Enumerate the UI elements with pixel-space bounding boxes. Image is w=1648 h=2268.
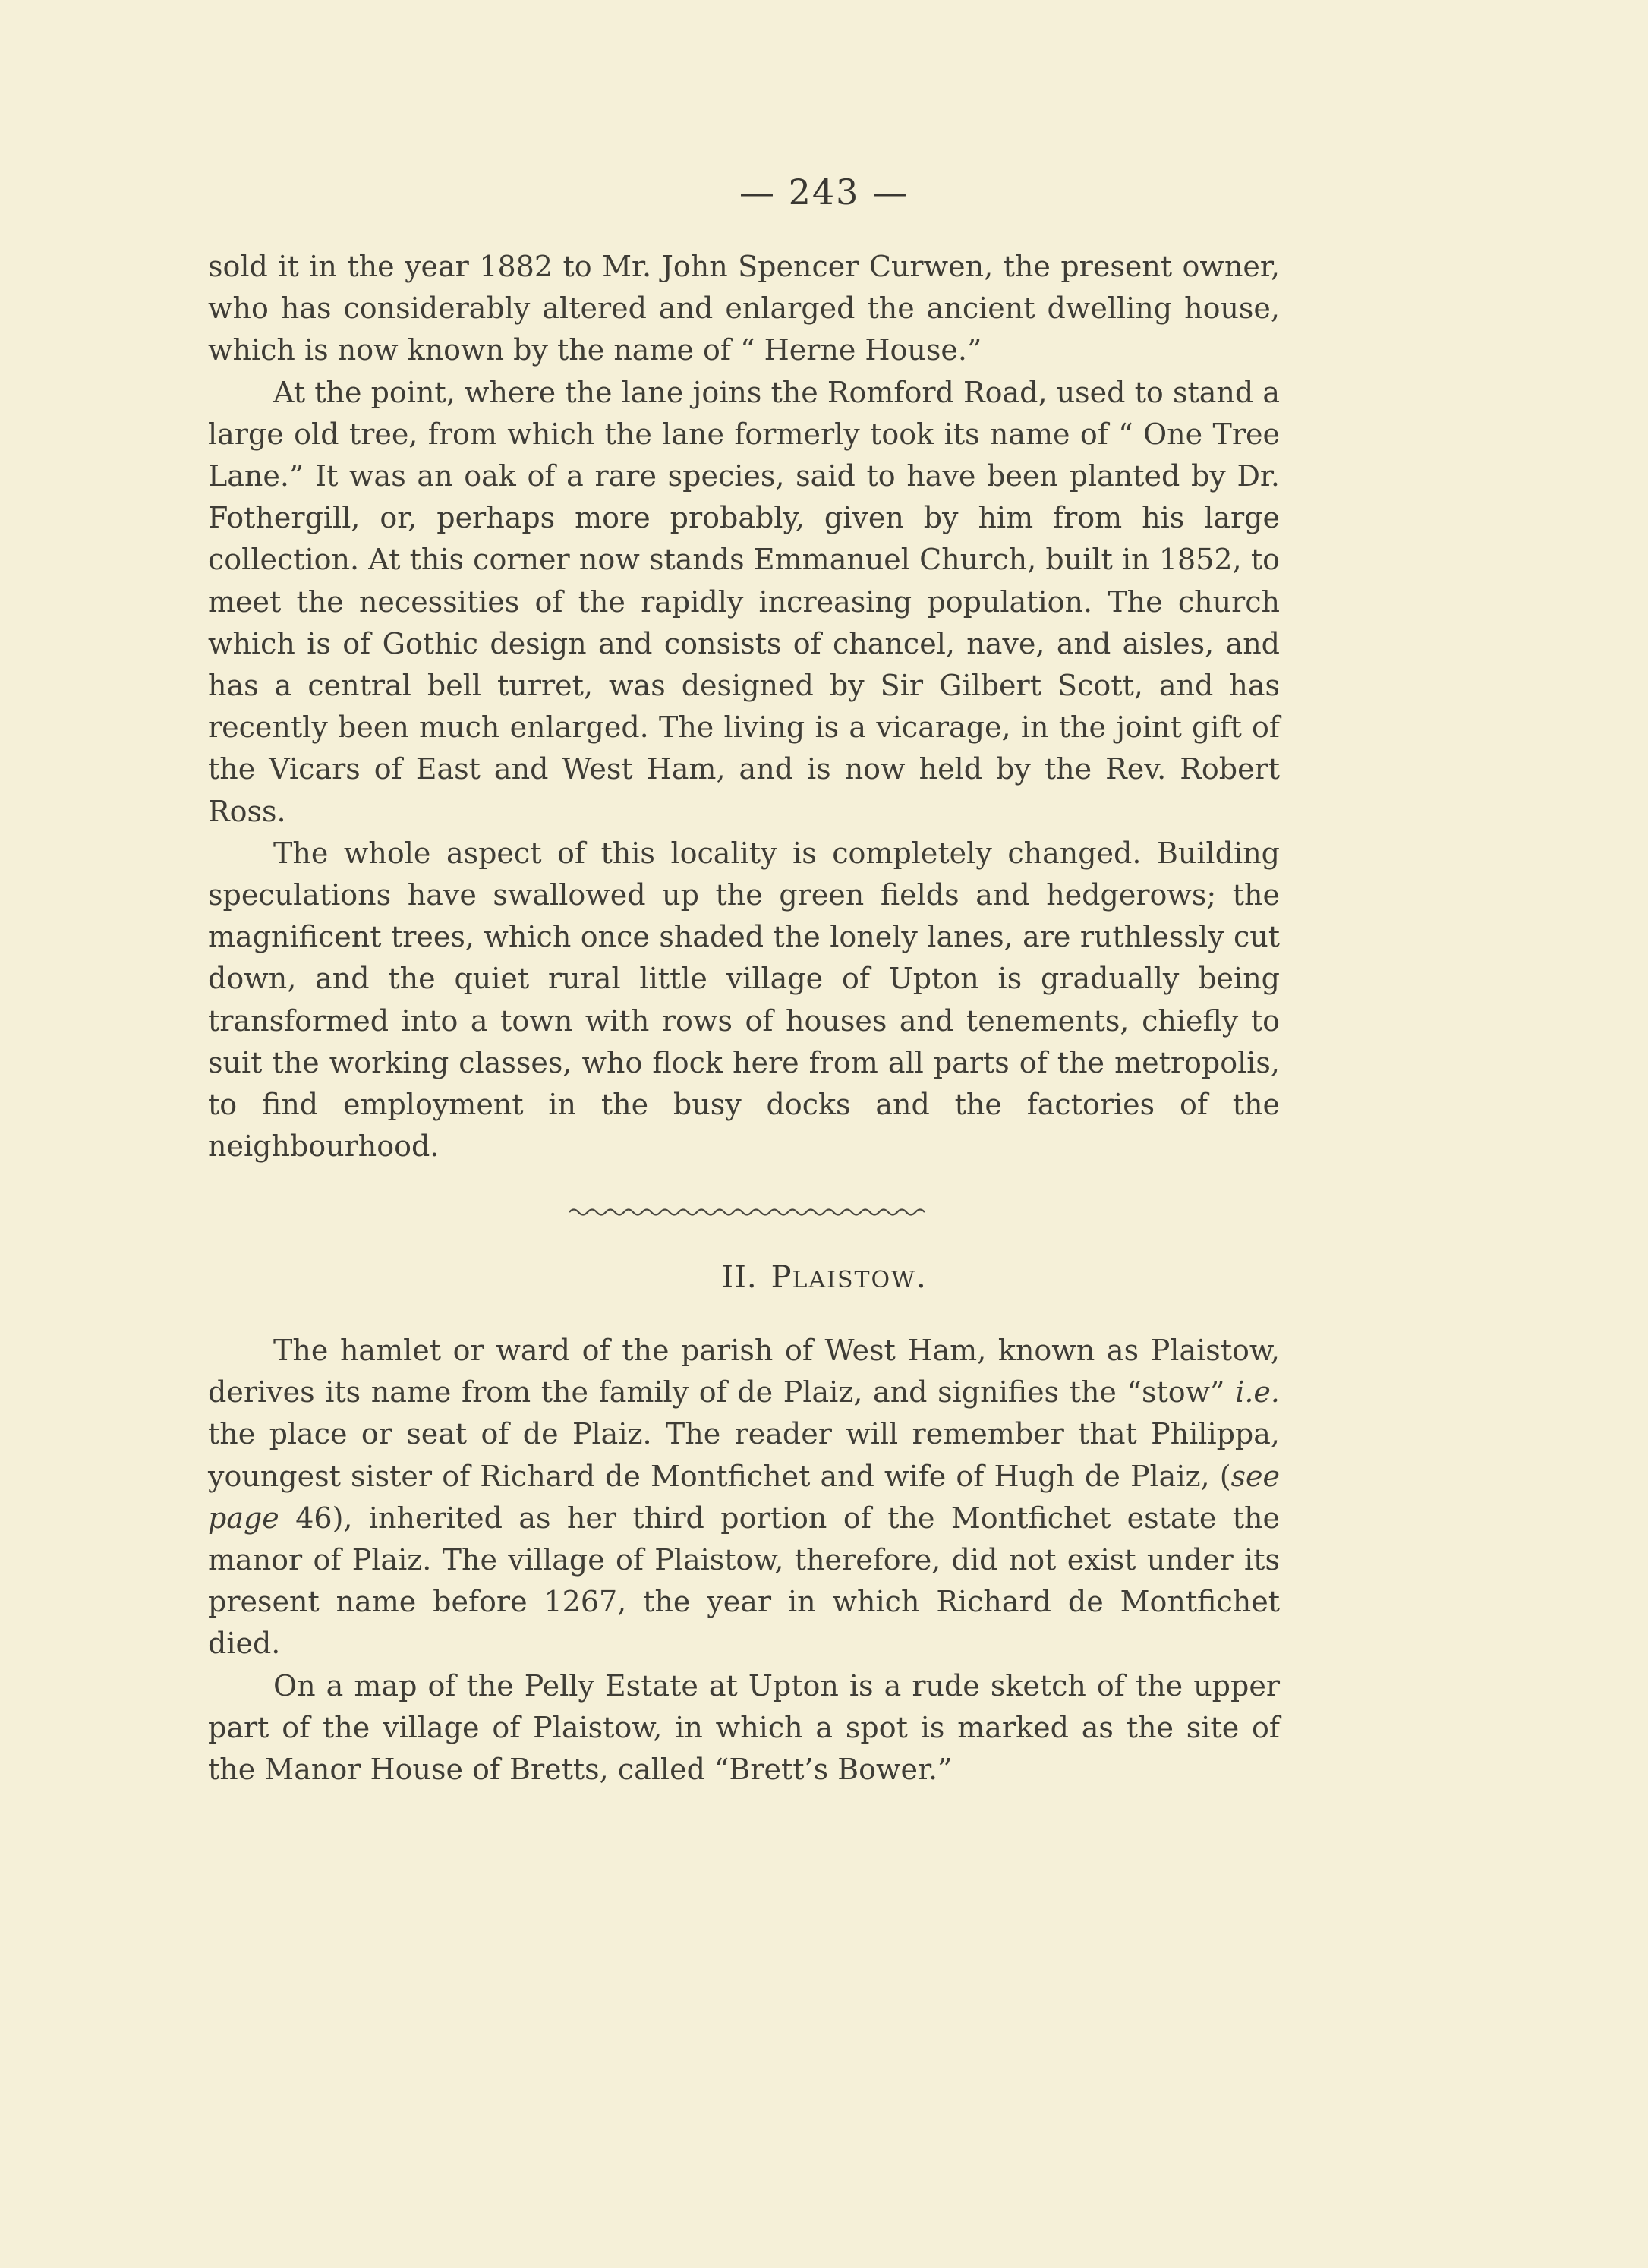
text-run: 46), inherited as her third portion of the Montfichet estate the manor of Plaiz. The village of Plaistow, therefore, did not exist under its present name before 1267, the year in which Richard de Montfichet died. <box>208 1501 1280 1661</box>
section-heading <box>0 1260 1648 1295</box>
text-run: the place or seat of de Plaiz. The reader will remember that Philippa, youngest sister of Richard de Montfichet and wife of Hugh de Plaiz, ( <box>208 1417 1280 1493</box>
heading-initial: P <box>770 1260 792 1295</box>
section-one-text <box>208 246 1280 1167</box>
heading-rest: LAISTOW <box>792 1267 916 1293</box>
wavy-divider-ornament <box>569 1202 926 1222</box>
text-run: The hamlet or ward of the parish of West Ham, known as Plaistow, derives its name from the family of de Plaiz, and signifies the “stow” <box>208 1334 1280 1410</box>
paragraph <box>208 1330 1280 1665</box>
section-number: II. <box>721 1260 758 1295</box>
paragraph: sold it in the year 1882 to Mr. John Spencer Curwen, the present owner, who has considerably altered and enlarged the ancient dwelling house, which is now known by the name of “ Herne House.” <box>208 250 1280 367</box>
paragraph: The whole aspect of this locality is completely changed. Building speculations have swallowed up the green fields and hedgerows; the magnificent trees, which once shaded the lonely lanes, are ruthlessly cut down, and the quiet rural little village of Upton is gradually being transformed into a town with rows of houses and tenements, chiefly to suit the working classes, who flock here from all parts of the metropolis, to find employment in the busy docks and the factories of the neighbourhood. <box>208 836 1280 1164</box>
heading-period: . <box>915 1260 927 1295</box>
italic-abbreviation: i.e. <box>1235 1375 1280 1410</box>
paragraph: At the point, where the lane joins the Romford Road, used to stand a large old tree, from which the lane formerly took its name of “ One Tree Lane.” It was an oak of a rare species, said to have been planted by Dr. Fothergill, or, perhaps more probably, given by him from his large collection. At this corner now stands Emmanuel Church, built in 1852, to meet the necessities of the rapidly increasing population. The church which is of Gothic design and consists of chancel, nave, and aisles, and has a central bell turret, was designed by Sir Gilbert Scott, and has recently been much enlarged. The living is a vicarage, in the joint gift of the Vicars of East and West Ham, and is now held by the Rev. Robert Ross. <box>208 375 1280 828</box>
paragraph: On a map of the Pelly Estate at Upton is a rude sketch of the upper part of the village of Plaistow, in which a spot is marked as the site of the Manor House of Bretts, called “Brett’s Bower.” <box>208 1668 1280 1787</box>
section-two-text <box>208 1330 1280 1791</box>
page-number: — 243 — <box>739 172 909 213</box>
italic-reference: see page <box>208 1459 1280 1535</box>
